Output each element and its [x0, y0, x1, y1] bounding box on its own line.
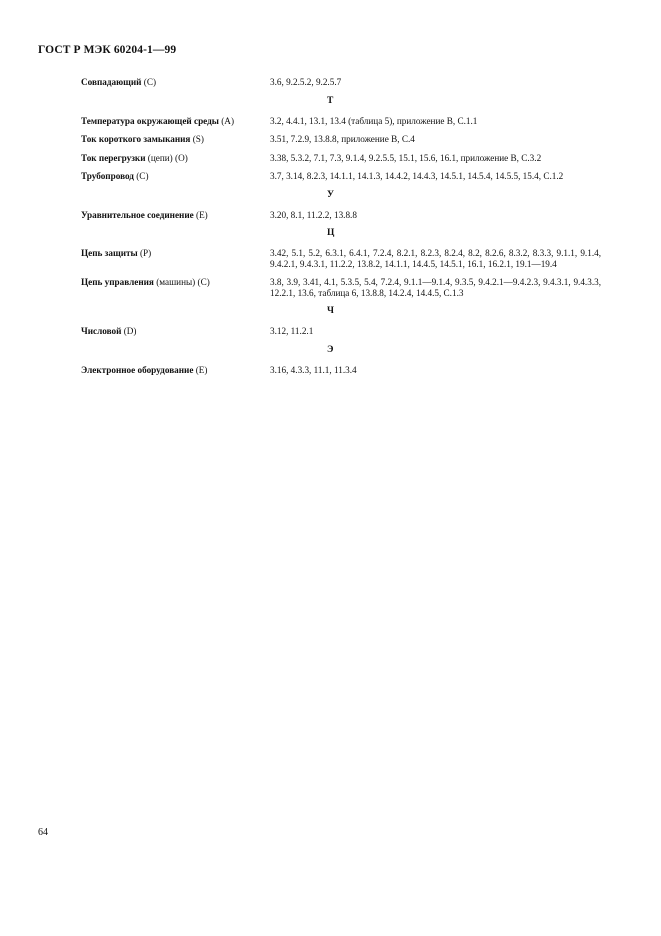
- index-term: [81, 77, 270, 88]
- term-name: Ток короткого замыкания: [81, 134, 191, 144]
- index-references: 3.51, 7.2.9, 13.8.8, приложение В, С.4: [270, 134, 415, 144]
- term-name: Электронное оборудование: [81, 364, 194, 375]
- index-term: [81, 171, 270, 182]
- index-references: 3.42, 5.1, 5.2, 6.3.1, 6.4.1, 7.2.4, 8.2.1, 8.2.3, 8.2.4, 8.2, 8.2.6, 8.3.2, 8.3.3, 9.1.1, 9.1.4, 9.4.2.1, 9.4.3.1, 11.2.2, 13.8.2, 14.1.1, 14.4.5, 14.5.1, 16.1, 16.2.1, 19.1—19.4: [270, 248, 601, 269]
- index-references: 3.38, 5.3.2, 7.1, 7.3, 9.1.4, 9.2.5.5, 15.1, 15.6, 16.1, приложение В, С.3.2: [270, 152, 542, 163]
- index-references: 3.6, 9.2.5.2, 9.2.5.7: [270, 77, 342, 87]
- term-name: Числовой: [81, 326, 122, 336]
- term-name: Уравнительное соединение: [81, 209, 194, 220]
- index-term: [81, 277, 270, 298]
- index-entry: [81, 248, 601, 269]
- page-number: 64: [38, 827, 48, 838]
- term-qualifier: (С): [141, 77, 157, 87]
- term-qualifier: (Е): [193, 364, 208, 375]
- term-qualifier: (цепи) (О): [145, 152, 188, 163]
- index-references: 3.7, 3.14, 8.2.3, 14.1.1, 14.1.3, 14.4.2, 14.4.3, 14.5.1, 14.5.4, 14.5.5, 15.4, С.1.2: [270, 171, 564, 181]
- term-name: Цепь защиты: [81, 248, 138, 258]
- term-name: Ток перегрузки: [81, 152, 146, 163]
- index-entry: [81, 326, 601, 337]
- index-letter-heading: Ч: [327, 306, 334, 316]
- index-term: [81, 326, 270, 337]
- term-qualifier: (D): [121, 326, 137, 336]
- index-entry: [81, 171, 601, 182]
- index-entry: [81, 277, 601, 298]
- index-entry: [81, 77, 601, 88]
- index-term: [81, 153, 270, 164]
- document-header: ГОСТ Р МЭК 60204-1—99: [38, 44, 177, 56]
- index-references: 3.12, 11.2.1: [270, 326, 314, 336]
- index-entry: [81, 134, 601, 145]
- term-name: Цепь управления: [81, 277, 154, 287]
- alphabetical-index: [81, 77, 601, 383]
- term-name: Совпадающий: [81, 77, 142, 87]
- index-letter-heading: Э: [327, 344, 334, 355]
- index-entry: [81, 210, 601, 221]
- index-term: [81, 248, 270, 269]
- index-entry: [81, 153, 601, 164]
- index-references: 3.2, 4.4.1, 13.1, 13.4 (таблица 5), приложение В, С.1.1: [270, 115, 478, 126]
- term-name: Трубопровод: [81, 171, 134, 181]
- term-qualifier: (Е): [193, 209, 208, 220]
- index-term: [81, 210, 270, 221]
- term-qualifier: (машины) (С): [153, 277, 210, 287]
- index-references: 3.16, 4.3.3, 11.1, 11.3.4: [270, 364, 357, 375]
- index-term: [81, 134, 270, 145]
- index-letter-heading: У: [327, 189, 334, 200]
- index-references: 3.20, 8.1, 11.2.2, 13.8.8: [270, 209, 357, 220]
- term-qualifier: (S): [190, 134, 204, 144]
- index-letter-heading: Т: [327, 95, 334, 106]
- index-entry: [81, 116, 601, 127]
- term-qualifier: (Р): [137, 248, 152, 258]
- term-qualifier: (С): [133, 171, 149, 181]
- index-letter-heading: Ц: [327, 228, 335, 238]
- index-entry: [81, 365, 601, 376]
- index-references: 3.8, 3.9, 3.41, 4.1, 5.3.5, 5.4, 7.2.4, 9.1.1—9.1.4, 9.3.5, 9.4.2.1—9.4.2.3, 9.4.3.1, 9.4.3.3, 12.2.1, 13.6, таблица 6, 13.8.8, 14.2.4, 14.4.5, С.1.3: [270, 277, 601, 298]
- term-qualifier: (А): [218, 115, 235, 126]
- term-name: Температура окружающей среды: [81, 115, 219, 126]
- index-term: [81, 365, 270, 376]
- index-term: [81, 116, 270, 127]
